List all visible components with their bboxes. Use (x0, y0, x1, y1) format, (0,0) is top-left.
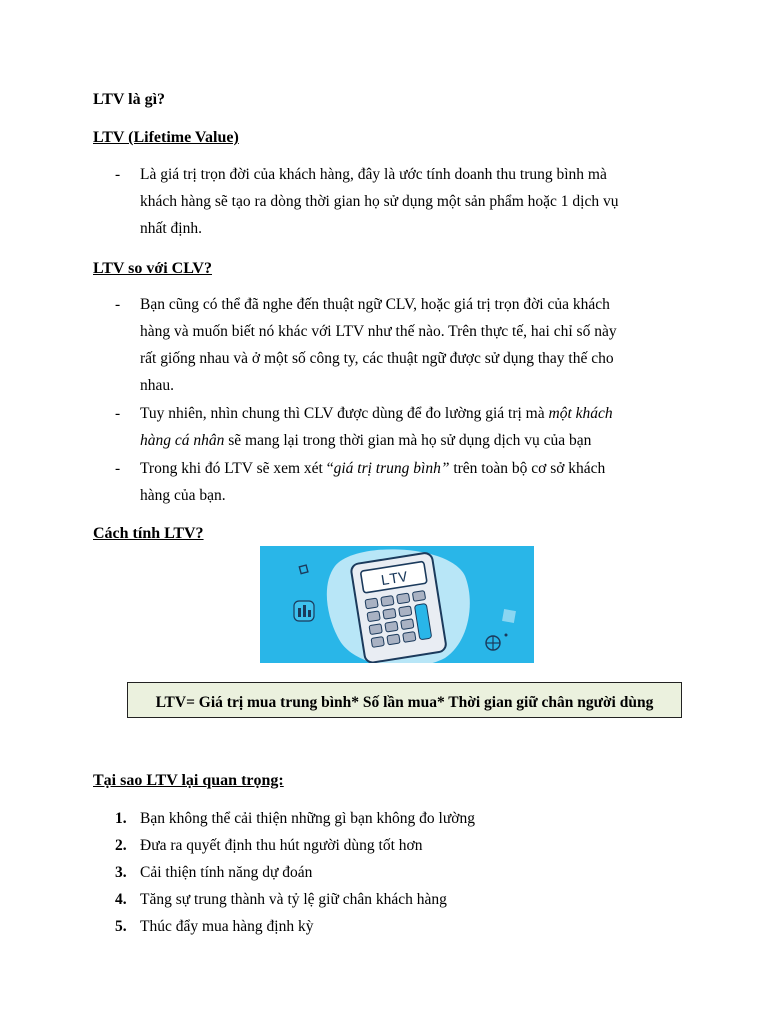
calculator-display-label: LTV (379, 569, 409, 591)
text-line: khách hàng sẽ tạo ra dòng thời gian họ sử dụng một sản phẩm hoặc 1 dịch vụ (140, 193, 619, 210)
list-item: 4. Tăng sự trung thành và tỷ lệ giữ chân khách hàng (115, 891, 447, 908)
text-line: hàng của bạn. (140, 487, 226, 504)
calculator-icon (350, 552, 447, 663)
heading-how-to-calculate: Cách tính LTV? (93, 525, 204, 542)
bullet-ltv-definition (93, 161, 673, 242)
text-line: nhau. (140, 377, 175, 394)
heading-why-important: Tại sao LTV lại quan trọng: (93, 772, 284, 789)
bullet-clv-individual (93, 400, 673, 454)
formula-text: LTV= Giá trị mua trung bình* Số lần mua* Thời gian giữ chân người dùng (155, 694, 654, 711)
list-item: 1. Bạn không thể cải thiện những gì bạn không đo lường (115, 810, 475, 827)
text-line: hàng cá nhân sẽ mang lại trong thời gian mà họ sử dụng dịch vụ của bạn (140, 432, 592, 449)
formula-box (127, 682, 682, 718)
list-item: 2. Đưa ra quyết định thu hút người dùng tốt hơn (115, 837, 423, 854)
bullet-clv-term (93, 291, 673, 399)
text-line: rất giống nhau và ở một số công ty, các thuật ngữ được sử dụng thay thế cho (140, 350, 614, 367)
heading-ltv-vs-clv: LTV so với CLV? (93, 260, 212, 277)
heading-ltv-lifetime-value: LTV (Lifetime Value) (93, 129, 239, 146)
bullet-dash: - (115, 296, 121, 313)
calculator-illustration (260, 546, 534, 663)
text-line: Tuy nhiên, nhìn chung thì CLV được dùng để đo lường giá trị mà một khách (140, 405, 613, 422)
list-item: 3. Cải thiện tính năng dự đoán (115, 864, 313, 881)
bullet-dash: - (115, 405, 121, 422)
text-line: Trong khi đó LTV sẽ xem xét “giá trị trung bình” trên toàn bộ cơ sở khách (140, 460, 606, 477)
list-item: 5. Thúc đẩy mua hàng định kỳ (115, 918, 314, 935)
square-shape (502, 609, 516, 623)
text-line: Là giá trị trọn đời của khách hàng, đây là ước tính doanh thu trung bình mà (140, 166, 607, 183)
bullet-dash: - (115, 460, 121, 477)
text-line: nhất định. (140, 220, 202, 237)
bullet-dash: - (115, 166, 121, 183)
bullet-ltv-average (93, 455, 673, 509)
heading-what-is-ltv: LTV là gì? (93, 91, 166, 108)
text-line: Bạn cũng có thể đã nghe đến thuật ngữ CLV, hoặc giá trị trọn đời của khách (140, 296, 610, 313)
text-line: hàng và muốn biết nó khác với LTV như thế nào. Trên thực tế, hai chỉ số này (140, 323, 617, 340)
